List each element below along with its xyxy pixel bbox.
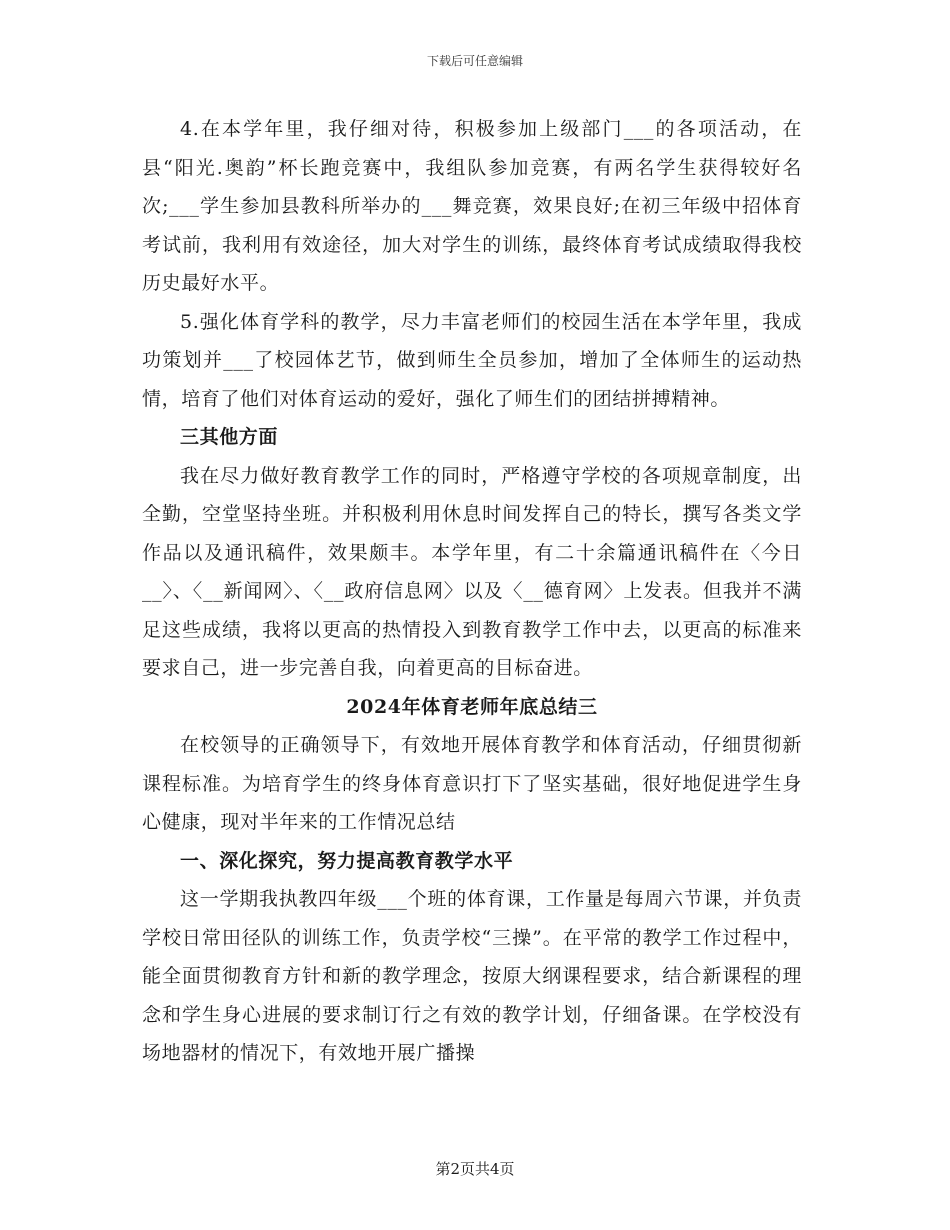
paragraph-teaching-work: 这一学期我执教四年级___个班的体育课，工作量是每周六节课，并负责学校日常田径队的训练工作，负责学校“三操”。在平常的教学工作过程中，能全面贯彻教育方针和新的教学理念，按原大纲课程要求，结合新课程的理念和学生身心进展的要求制订行之有效的教学计划，仔细备课。在学校没有场地器材的情况下，有效地开展广播操	[142, 888, 802, 1064]
section-heading-other-aspects: 三其他方面	[180, 426, 279, 448]
paragraph-other-aspects: 我在尽力做好教育教学工作的同时，严格遵守学校的各项规章制度，出全勤，空堂坚持坐班。并积极利用休息时间发挥自己的特长，撰写各类文学作品以及通讯稿件，效果颇丰。本学年里，有二十余篇通讯稿件在〈今日__〉、〈__新闻网〉、〈__政府信息网〉以及〈__德育网〉上发表。但我并不满足这些成绩，我将以更高的热情投入到教育教学工作中去，以更高的标准来要求自己，进一步完善自我，向着更高的目标奋进。	[142, 464, 802, 679]
paragraph-item-4: 4.在本学年里，我仔细对待，积极参加上级部门___的各项活动，在县“阳光.奥韵”杯长跑竞赛中，我组队参加竞赛，有两名学生获得较好名次;___学生参加县教科所举办的___舞竞赛，效果良好;在初三年级中招体育考试前，我利用有效途径，加大对学生的训练，最终体育考试成绩取得我校历史最好水平。	[142, 118, 802, 294]
paragraph-intro: 在校领导的正确领导下，有效地开展体育教学和体育活动，仔细贯彻新课程标准。为培育学生的终身体育意识打下了坚实基础，很好地促进学生身心健康，现对半年来的工作情况总结	[142, 734, 802, 833]
document-body	[142, 110, 802, 1073]
page-number-footer: 第2页共4页	[435, 1160, 515, 1178]
document-title-summary-three: 2024年体育老师年底总结三	[346, 695, 598, 718]
page-header-note: 下载后可任意编辑	[426, 54, 523, 68]
paragraph-item-5: 5.强化体育学科的教学，尽力丰富老师们的校园生活在本学年里，我成功策划并___了校园体艺节，做到师生全员参加，增加了全体师生的运动热情，培育了他们对体育运动的爱好，强化了师生们的团结拼搏精神。	[142, 310, 802, 410]
section-heading-deepen-research: 一、深化探究，努力提高教育教学水平	[180, 849, 514, 872]
